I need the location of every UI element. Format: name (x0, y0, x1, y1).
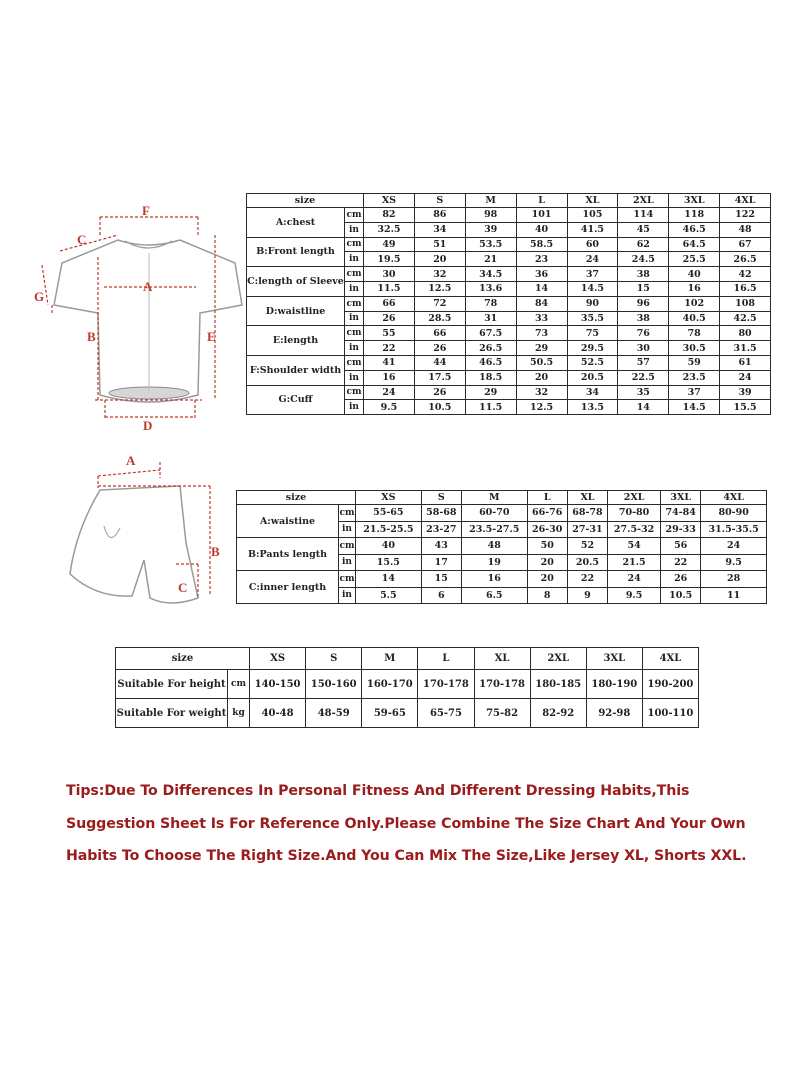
value-cell: 5.5 (356, 587, 422, 604)
unit-in: in (345, 370, 364, 385)
value-cell: 20 (516, 370, 567, 385)
value-cell: 72 (414, 296, 465, 311)
measure-name: D:waistline (247, 296, 345, 326)
value-cell: 16 (461, 571, 527, 588)
value-cell: 43 (421, 538, 461, 555)
value-cell: 55-65 (356, 505, 422, 522)
header-size-label: size (247, 194, 364, 208)
value-cell: 11.5 (465, 400, 516, 415)
header-size-xl: XL (567, 194, 618, 208)
value-cell: 42.5 (720, 311, 771, 326)
jersey-label-b: B (87, 329, 96, 344)
table-row (237, 505, 767, 522)
value-cell: 16 (669, 281, 720, 296)
value-cell: 122 (720, 208, 771, 223)
jersey-label-g: G (34, 289, 45, 304)
measure-name: A:waistine (237, 505, 339, 538)
value-cell: 80 (720, 326, 771, 341)
value-cell: 75 (567, 326, 618, 341)
value-cell: 33 (516, 311, 567, 326)
header-size-4xl: 4XL (642, 648, 698, 670)
value-cell: 14 (516, 281, 567, 296)
value-cell: 48 (461, 538, 527, 555)
value-cell: 140-150 (250, 670, 306, 699)
jersey-label-e: E (207, 329, 216, 344)
value-cell: 34.5 (465, 267, 516, 282)
value-cell: 190-200 (642, 670, 698, 699)
header-size-l: L (527, 491, 567, 505)
value-cell: 26.5 (465, 341, 516, 356)
value-cell: 100-110 (642, 699, 698, 728)
shorts-diagram (58, 448, 233, 618)
value-cell: 16.5 (720, 281, 771, 296)
shorts-label-b: B (211, 544, 220, 559)
value-cell: 9 (567, 587, 607, 604)
value-cell: 40 (669, 267, 720, 282)
value-cell: 26.5 (720, 252, 771, 267)
value-cell: 48 (720, 222, 771, 237)
value-cell: 13.6 (465, 281, 516, 296)
jersey-label-c: C (77, 232, 87, 247)
value-cell: 54 (608, 538, 661, 555)
value-cell: 78 (465, 296, 516, 311)
value-cell: 23 (516, 252, 567, 267)
jersey-size-table (246, 193, 771, 415)
measure-name: C:inner length (237, 571, 339, 604)
header-size-3xl: 3XL (586, 648, 642, 670)
value-cell: 12.5 (516, 400, 567, 415)
value-cell: 9.5 (701, 554, 767, 571)
value-cell: 78 (669, 326, 720, 341)
value-cell: 32 (516, 385, 567, 400)
value-cell: 37 (567, 267, 618, 282)
value-cell: 9.5 (608, 587, 661, 604)
value-cell: 24 (364, 385, 415, 400)
value-cell: 180-185 (530, 670, 586, 699)
measure-name: C:length of Sleeve (247, 267, 345, 297)
measure-name: B:Front length (247, 237, 345, 267)
value-cell: 24 (701, 538, 767, 555)
value-cell: 23.5-27.5 (461, 521, 527, 538)
unit-in: in (345, 222, 364, 237)
table-row (116, 670, 699, 699)
unit-cm: cm (345, 326, 364, 341)
value-cell: 51 (414, 237, 465, 252)
value-cell: 46.5 (669, 222, 720, 237)
header-size-2xl: 2XL (608, 491, 661, 505)
value-cell: 61 (720, 355, 771, 370)
value-cell: 20 (414, 252, 465, 267)
value-cell: 40 (516, 222, 567, 237)
measure-name: B:Pants length (237, 538, 339, 571)
value-cell: 98 (465, 208, 516, 223)
value-cell: 30.5 (669, 341, 720, 356)
value-cell: 14 (618, 400, 669, 415)
value-cell: 23-27 (421, 521, 461, 538)
table-row (237, 571, 767, 588)
value-cell: 24.5 (618, 252, 669, 267)
value-cell: 27-31 (567, 521, 607, 538)
unit-in: in (345, 252, 364, 267)
value-cell: 34 (414, 222, 465, 237)
header-size-l: L (516, 194, 567, 208)
header-size-xs: XS (356, 491, 422, 505)
value-cell: 44 (414, 355, 465, 370)
value-cell: 29-33 (661, 521, 701, 538)
value-cell: 20 (527, 554, 567, 571)
header-size-4xl: 4XL (701, 491, 767, 505)
unit-cm: cm (345, 237, 364, 252)
unit-cm: cm (339, 505, 356, 522)
value-cell: 9.5 (364, 400, 415, 415)
value-cell: 41 (364, 355, 415, 370)
value-cell: 29 (516, 341, 567, 356)
value-cell: 180-190 (586, 670, 642, 699)
value-cell: 52.5 (567, 355, 618, 370)
value-cell: 16 (364, 370, 415, 385)
value-cell: 60-70 (461, 505, 527, 522)
value-cell: 11.5 (364, 281, 415, 296)
shorts-label-a: A (126, 453, 136, 468)
value-cell: 15 (618, 281, 669, 296)
value-cell: 21.5-25.5 (356, 521, 422, 538)
value-cell: 10.5 (661, 587, 701, 604)
value-cell: 22 (567, 571, 607, 588)
value-cell: 82 (364, 208, 415, 223)
header-size-xl: XL (567, 491, 607, 505)
header-size-xs: XS (364, 194, 415, 208)
table-row (247, 296, 771, 311)
measure-name: A:chest (247, 208, 345, 238)
fit-name: Suitable For weight (116, 699, 228, 728)
unit-cm: cm (339, 571, 356, 588)
table-header-row (237, 491, 767, 505)
tips-text: Tips:Due To Differences In Personal Fitness And Different Dressing Habits,This Suggestion Sheet Is For Reference Only.Please Combine The Size Chart And Your Own Habits To Choose The Right Size.And You Can Mix The Size,Like Jersey XL, Shorts XXL. (66, 783, 747, 864)
value-cell: 58-68 (421, 505, 461, 522)
value-cell: 31.5-35.5 (701, 521, 767, 538)
value-cell: 11 (701, 587, 767, 604)
value-cell: 23.5 (669, 370, 720, 385)
value-cell: 50 (527, 538, 567, 555)
table-row (247, 326, 771, 341)
unit-cm: cm (339, 538, 356, 555)
value-cell: 66 (414, 326, 465, 341)
value-cell: 160-170 (362, 670, 418, 699)
header-size-2xl: 2XL (618, 194, 669, 208)
header-size-xl: XL (474, 648, 530, 670)
value-cell: 53.5 (465, 237, 516, 252)
unit-in: in (345, 400, 364, 415)
value-cell: 14.5 (669, 400, 720, 415)
value-cell: 55 (364, 326, 415, 341)
value-cell: 19.5 (364, 252, 415, 267)
unit-in: in (339, 587, 356, 604)
value-cell: 14.5 (567, 281, 618, 296)
value-cell: 26 (661, 571, 701, 588)
value-cell: 35.5 (567, 311, 618, 326)
value-cell: 28 (701, 571, 767, 588)
unit-in: in (345, 311, 364, 326)
value-cell: 39 (465, 222, 516, 237)
value-cell: 34 (567, 385, 618, 400)
value-cell: 64.5 (669, 237, 720, 252)
value-cell: 22 (364, 341, 415, 356)
header-size-s: S (306, 648, 362, 670)
value-cell: 48-59 (306, 699, 362, 728)
jersey-label-f: F (142, 203, 150, 218)
value-cell: 108 (720, 296, 771, 311)
header-size-xs: XS (250, 648, 306, 670)
value-cell: 62 (618, 237, 669, 252)
table-row (247, 355, 771, 370)
value-cell: 102 (669, 296, 720, 311)
unit-in: in (345, 341, 364, 356)
value-cell: 40-48 (250, 699, 306, 728)
value-cell: 76 (618, 326, 669, 341)
value-cell: 67.5 (465, 326, 516, 341)
header-size-4xl: 4XL (720, 194, 771, 208)
table-row (237, 538, 767, 555)
value-cell: 29.5 (567, 341, 618, 356)
measure-name: F:Shoulder width (247, 355, 345, 385)
unit-cm: cm (345, 355, 364, 370)
unit-cm: cm (345, 385, 364, 400)
value-cell: 75-82 (474, 699, 530, 728)
value-cell: 8 (527, 587, 567, 604)
shorts-size-table (236, 490, 767, 604)
value-cell: 67 (720, 237, 771, 252)
value-cell: 84 (516, 296, 567, 311)
fit-unit: cm (228, 670, 250, 699)
table-header-row (247, 194, 771, 208)
value-cell: 118 (669, 208, 720, 223)
header-size-3xl: 3XL (661, 491, 701, 505)
value-cell: 20 (527, 571, 567, 588)
value-cell: 35 (618, 385, 669, 400)
table-row (247, 267, 771, 282)
value-cell: 96 (618, 296, 669, 311)
value-cell: 52 (567, 538, 607, 555)
header-size-label: size (237, 491, 356, 505)
value-cell: 39 (720, 385, 771, 400)
value-cell: 30 (618, 341, 669, 356)
value-cell: 38 (618, 311, 669, 326)
value-cell: 66-76 (527, 505, 567, 522)
value-cell: 14 (356, 571, 422, 588)
unit-in: in (339, 521, 356, 538)
header-size-label: size (116, 648, 250, 670)
header-size-m: M (461, 491, 527, 505)
value-cell: 40.5 (669, 311, 720, 326)
measure-name: G:Cuff (247, 385, 345, 415)
value-cell: 92-98 (586, 699, 642, 728)
value-cell: 32 (414, 267, 465, 282)
value-cell: 42 (720, 267, 771, 282)
value-cell: 90 (567, 296, 618, 311)
value-cell: 32.5 (364, 222, 415, 237)
value-cell: 86 (414, 208, 465, 223)
table-row (116, 699, 699, 728)
header-size-l: L (418, 648, 474, 670)
value-cell: 150-160 (306, 670, 362, 699)
table-row (247, 208, 771, 223)
header-size-3xl: 3XL (669, 194, 720, 208)
value-cell: 24 (608, 571, 661, 588)
value-cell: 21 (465, 252, 516, 267)
value-cell: 114 (618, 208, 669, 223)
value-cell: 56 (661, 538, 701, 555)
jersey-diagram (30, 195, 245, 435)
value-cell: 10.5 (414, 400, 465, 415)
value-cell: 20.5 (567, 554, 607, 571)
value-cell: 73 (516, 326, 567, 341)
table-header-row (116, 648, 699, 670)
header-size-m: M (465, 194, 516, 208)
value-cell: 12.5 (414, 281, 465, 296)
value-cell: 101 (516, 208, 567, 223)
value-cell: 25.5 (669, 252, 720, 267)
value-cell: 31 (465, 311, 516, 326)
unit-in: in (345, 281, 364, 296)
value-cell: 45 (618, 222, 669, 237)
value-cell: 27.5-32 (608, 521, 661, 538)
header-size-s: S (421, 491, 461, 505)
value-cell: 17 (421, 554, 461, 571)
value-cell: 18.5 (465, 370, 516, 385)
value-cell: 21.5 (608, 554, 661, 571)
table-row (247, 385, 771, 400)
value-cell: 80-90 (701, 505, 767, 522)
value-cell: 46.5 (465, 355, 516, 370)
value-cell: 24 (567, 252, 618, 267)
value-cell: 26 (414, 385, 465, 400)
measure-name: E:length (247, 326, 345, 356)
value-cell: 31.5 (720, 341, 771, 356)
value-cell: 40 (356, 538, 422, 555)
value-cell: 13.5 (567, 400, 618, 415)
value-cell: 22 (661, 554, 701, 571)
value-cell: 36 (516, 267, 567, 282)
jersey-label-a: A (143, 279, 153, 294)
value-cell: 57 (618, 355, 669, 370)
value-cell: 17.5 (414, 370, 465, 385)
table-row (247, 237, 771, 252)
value-cell: 6.5 (461, 587, 527, 604)
unit-in: in (339, 554, 356, 571)
value-cell: 6 (421, 587, 461, 604)
value-cell: 15.5 (356, 554, 422, 571)
unit-cm: cm (345, 208, 364, 223)
header-size-2xl: 2XL (530, 648, 586, 670)
unit-cm: cm (345, 267, 364, 282)
value-cell: 70-80 (608, 505, 661, 522)
value-cell: 41.5 (567, 222, 618, 237)
value-cell: 26 (364, 311, 415, 326)
value-cell: 58.5 (516, 237, 567, 252)
value-cell: 15 (421, 571, 461, 588)
value-cell: 15.5 (720, 400, 771, 415)
value-cell: 20.5 (567, 370, 618, 385)
fit-name: Suitable For height (116, 670, 228, 699)
value-cell: 60 (567, 237, 618, 252)
value-cell: 29 (465, 385, 516, 400)
height-weight-table (115, 647, 699, 728)
value-cell: 82-92 (530, 699, 586, 728)
value-cell: 66 (364, 296, 415, 311)
jersey-outline (54, 240, 242, 402)
value-cell: 170-178 (418, 670, 474, 699)
value-cell: 105 (567, 208, 618, 223)
value-cell: 65-75 (418, 699, 474, 728)
header-size-s: S (414, 194, 465, 208)
value-cell: 170-178 (474, 670, 530, 699)
unit-cm: cm (345, 296, 364, 311)
value-cell: 59 (669, 355, 720, 370)
value-cell: 24 (720, 370, 771, 385)
jersey-label-d: D (143, 418, 153, 433)
header-size-m: M (362, 648, 418, 670)
value-cell: 26-30 (527, 521, 567, 538)
value-cell: 50.5 (516, 355, 567, 370)
value-cell: 74-84 (661, 505, 701, 522)
value-cell: 68-78 (567, 505, 607, 522)
value-cell: 38 (618, 267, 669, 282)
value-cell: 37 (669, 385, 720, 400)
value-cell: 26 (414, 341, 465, 356)
value-cell: 59-65 (362, 699, 418, 728)
fit-unit: kg (228, 699, 250, 728)
value-cell: 19 (461, 554, 527, 571)
value-cell: 49 (364, 237, 415, 252)
value-cell: 30 (364, 267, 415, 282)
shorts-label-c: C (178, 580, 188, 595)
value-cell: 28.5 (414, 311, 465, 326)
value-cell: 22.5 (618, 370, 669, 385)
